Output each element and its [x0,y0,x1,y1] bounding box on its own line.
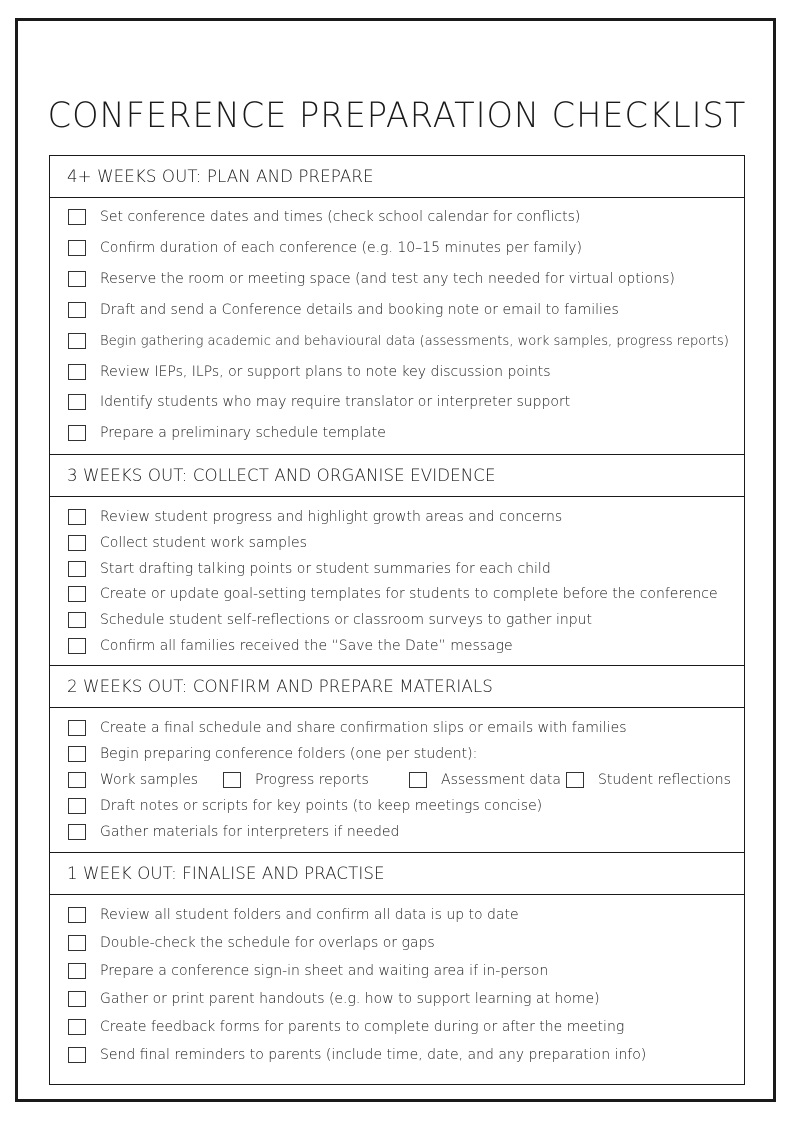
checkbox[interactable] [68,991,86,1007]
checklist-item[interactable]: Identify students who may require translator or interpreter support [68,391,570,413]
section-heading: 1 WEEK OUT: FINALISE AND PRACTISE [50,853,744,895]
checkbox[interactable] [68,824,86,840]
checklist-item[interactable]: Review student progress and highlight growth areas and concerns [68,506,562,528]
checklist-item[interactable]: Create feedback forms for parents to complete during or after the meeting [68,1016,624,1038]
checkbox[interactable] [68,364,86,380]
checklist-item[interactable]: Set conference dates and times (check school calendar for conflicts) [68,206,580,228]
checkbox[interactable] [68,798,86,814]
checkbox[interactable] [68,333,86,349]
checklist-item[interactable]: Reserve the room or meeting space (and test any tech needed for virtual options) [68,268,675,290]
checkbox[interactable] [68,1019,86,1035]
checkbox[interactable] [566,772,584,788]
checkbox[interactable] [68,963,86,979]
checkbox[interactable] [68,509,86,525]
checkbox[interactable] [68,271,86,287]
checklist-item[interactable]: Create a final schedule and share confirmation slips or emails with families [68,717,627,739]
section-heading: 2 WEEKS OUT: CONFIRM AND PREPARE MATERIALS [50,666,744,708]
checkbox[interactable] [68,535,86,551]
checklist-item[interactable]: Confirm all families received the “Save the Date” message [68,635,513,657]
checkbox[interactable] [68,935,86,951]
checkbox[interactable] [409,772,427,788]
checklist-item[interactable]: Work samples [68,769,198,791]
checklist-item[interactable]: Send final reminders to parents (include time, date, and any preparation info) [68,1044,646,1066]
checkbox[interactable] [68,586,86,602]
section-heading: 4+ WEEKS OUT: PLAN AND PREPARE [50,156,744,198]
checkbox[interactable] [68,907,86,923]
section-3-weeks [49,455,745,666]
checklist-item[interactable]: Gather or print parent handouts (e.g. how to support learning at home) [68,988,600,1010]
section-1-week [49,853,745,1085]
checklist-item[interactable]: Schedule student self-reflections or classroom surveys to gather input [68,609,592,631]
checkbox[interactable] [68,1047,86,1063]
checkbox[interactable] [68,425,86,441]
section-heading: 3 WEEKS OUT: COLLECT AND ORGANISE EVIDENCE [50,455,744,497]
checklist-item[interactable]: Confirm duration of each conference (e.g. 10–15 minutes per family) [68,237,582,259]
checkbox[interactable] [68,209,86,225]
checklist-item[interactable]: Review all student folders and confirm all data is up to date [68,904,519,926]
folder-items-row [68,769,731,791]
checkbox[interactable] [68,240,86,256]
checkbox[interactable] [68,720,86,736]
page-title: CONFERENCE PREPARATION CHECKLIST [47,95,747,137]
checkbox[interactable] [68,638,86,654]
checklist-item[interactable]: Assessment data [409,769,561,791]
checkbox[interactable] [68,302,86,318]
checkbox[interactable] [68,561,86,577]
section-2-weeks [49,666,745,853]
checklist-item[interactable]: Create or update goal-setting templates for students to complete before the conference [68,583,718,605]
checklist-item[interactable]: Student reflections [566,769,731,791]
checklist-item[interactable]: Draft notes or scripts for key points (to keep meetings concise) [68,795,542,817]
checklist-item[interactable]: Prepare a preliminary schedule template [68,422,386,444]
checklist-item[interactable]: Draft and send a Conference details and booking note or email to families [68,299,619,321]
checklist-item[interactable]: Gather materials for interpreters if needed [68,821,399,843]
checklist-item[interactable]: Prepare a conference sign-in sheet and waiting area if in-person [68,960,548,982]
checkbox[interactable] [68,772,86,788]
checkbox[interactable] [68,612,86,628]
checklist-item[interactable]: Double-check the schedule for overlaps or gaps [68,932,435,954]
checklist-item[interactable]: Begin gathering academic and behavioural data (assessments, work samples, progress reports) [68,330,729,352]
checkbox[interactable] [68,394,86,410]
checkbox[interactable] [223,772,241,788]
section-4-weeks [49,155,745,455]
checkbox[interactable] [68,746,86,762]
checklist-item[interactable]: Begin preparing conference folders (one per student): [68,743,477,765]
checklist-item[interactable]: Review IEPs, ILPs, or support plans to note key discussion points [68,361,551,383]
checklist-item[interactable]: Collect student work samples [68,532,307,554]
checklist-item[interactable]: Progress reports [223,769,369,791]
checklist-item[interactable]: Start drafting talking points or student summaries for each child [68,558,551,580]
